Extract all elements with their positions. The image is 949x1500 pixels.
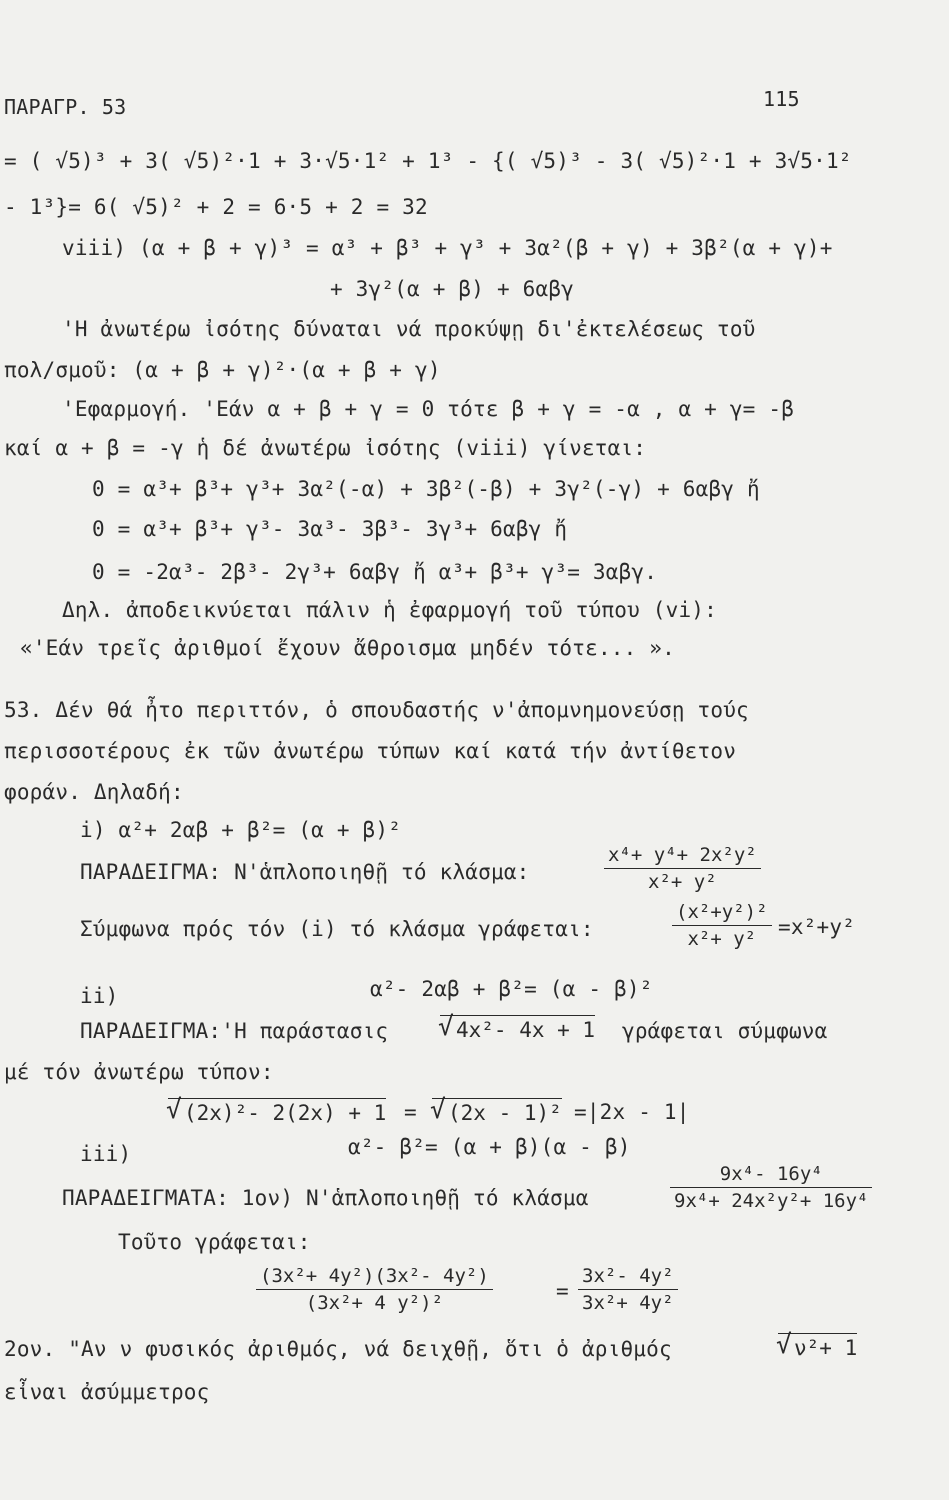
quote-line: «'Εάν τρεῖς ἀριθμοί ἔχουν ἄθροισμα μηδέν τότε... ». bbox=[20, 636, 675, 660]
fraction-numerator: 9x⁴- 16y⁴ bbox=[670, 1162, 872, 1188]
fraction-numerator: (x²+y²)² bbox=[672, 900, 772, 926]
fraction-example-2 bbox=[670, 1162, 872, 1213]
fraction-numerator: x⁴+ y⁴+ 2x²y² bbox=[604, 843, 761, 869]
equals-sign: = bbox=[404, 1100, 417, 1124]
example-label: ΠΑΡΑΔΕΙΓΜΑΤΑ: 1ον) Ν'ἁπλοποιηθῇ τό κλάσμα bbox=[62, 1186, 589, 1210]
text-line: περισσοτέρους ἐκ τῶν ἀνωτέρω τύπων καί κατά τήν ἀντίθετον bbox=[4, 739, 737, 763]
text-line: πολ/σμοῦ: (α + β + γ)²·(α + β + γ) bbox=[4, 358, 441, 382]
example-label: ΠΑΡΑΔΕΙΓΜΑ: Ν'ἁπλοποιηθῇ τό κλάσμα: bbox=[80, 860, 530, 884]
fraction-denominator: 9x⁴+ 24x²y²+ 16y⁴ bbox=[674, 1190, 869, 1212]
equation-line: + 3γ²(α + β) + 6αβγ bbox=[330, 277, 575, 301]
equation-line: 0 = α³+ β³+ γ³+ 3α²(-α) + 3β²(-β) + 3γ²(-γ) + 6αβγ ἤ bbox=[92, 477, 760, 501]
formula-i: i) α²+ 2αβ + β²= (α + β)² bbox=[80, 818, 402, 842]
section-start: 53. Δέν θά ἦτο περιττόν, ὁ σπουδαστής ν'ἀπομνημονεύσῃ τούς bbox=[4, 698, 749, 722]
radical-expression: √ (2x)²- 2(2x) + 1 bbox=[168, 1098, 386, 1127]
text-line: Τοῦτο γράφεται: bbox=[118, 1230, 311, 1254]
fraction-numerator: (3x²+ 4y²)(3x²- 4y²) bbox=[256, 1264, 493, 1290]
fraction-denominator: 3x²+ 4y² bbox=[582, 1292, 674, 1314]
example-2-text: 2ον. "Αν ν φυσικός ἀριθμός, νά δειχθῇ, ὅτι ὁ ἀριθμός bbox=[4, 1337, 672, 1361]
example-label: ΠΑΡΑΔΕΙΓΜΑ:'Η παράστασις bbox=[80, 1019, 389, 1043]
text-line: καί α + β = -γ ἡ δέ ἀνωτέρω ἰσότης (viii) γίνεται: bbox=[4, 436, 647, 460]
radical-expression: √ ν²+ 1 bbox=[778, 1333, 857, 1362]
formula-label: ii) bbox=[80, 984, 119, 1008]
equation-line: - 1³}= 6( √5)² + 2 = 6·5 + 2 = 32 bbox=[4, 195, 428, 219]
fraction-example-1 bbox=[604, 843, 761, 894]
text-line: Σύμφωνα πρός τόν (i) τό κλάσμα γράφεται: bbox=[80, 917, 594, 941]
page-number: 115 bbox=[763, 87, 800, 111]
radical-expression: √ (2x - 1)² bbox=[432, 1098, 562, 1127]
equals-sign: = bbox=[556, 1279, 569, 1303]
text-line: μέ τόν ἀνωτέρω τύπον: bbox=[4, 1060, 274, 1084]
radical-expression: √ 4x²- 4x + 1 bbox=[440, 1015, 595, 1044]
fraction-denominator: x²+ y² bbox=[648, 871, 717, 893]
fraction-work bbox=[256, 1264, 493, 1315]
formula-iii: α²- β²= (α + β)(α - β) bbox=[348, 1135, 631, 1159]
text-line: 'Η ἀνωτέρω ἰσότης δύναται νά προκύψῃ δι'ἐκτελέσεως τοῦ bbox=[62, 317, 756, 341]
equation-rhs: =x²+y² bbox=[778, 915, 856, 939]
equation-line: = ( √5)³ + 3( √5)²·1 + 3·√5·1² + 1³ - {( √5)³ - 3( √5)²·1 + 3√5·1² bbox=[4, 149, 852, 173]
text-line: εἶναι ἀσύμμετρος bbox=[4, 1380, 210, 1404]
text-line: γράφεται σύμφωνα bbox=[622, 1019, 828, 1043]
equation-line: 0 = α³+ β³+ γ³- 3α³- 3β³- 3γ³+ 6αβγ ἤ bbox=[92, 517, 568, 541]
formula-ii: α²- 2αβ + β²= (α - β)² bbox=[370, 977, 653, 1001]
fraction-denominator: x²+ y² bbox=[687, 928, 757, 950]
fraction-numerator: 3x²- 4y² bbox=[578, 1264, 678, 1290]
fraction-result-1 bbox=[672, 900, 772, 951]
text-line: Δηλ. ἀποδεικνύεται πάλιν ἡ ἐφαρμογή τοῦ τύπου (vi): bbox=[62, 598, 717, 622]
text-line: 'Εφαρμογή. 'Εάν α + β + γ = 0 τότε β + γ = -α , α + γ= -β bbox=[62, 397, 795, 421]
fraction-denominator: (3x²+ 4 y²)² bbox=[305, 1292, 444, 1314]
text-line: φοράν. Δηλαδή: bbox=[4, 780, 184, 804]
equation-rhs: =|2x - 1| bbox=[574, 1100, 690, 1124]
equation-line: viii) (α + β + γ)³ = α³ + β³ + γ³ + 3α²(β + γ) + 3β²(α + γ)+ bbox=[62, 236, 833, 260]
formula-label: iii) bbox=[80, 1142, 132, 1166]
equation-line: 0 = -2α³- 2β³- 2γ³+ 6αβγ ἤ α³+ β³+ γ³= 3αβγ. bbox=[92, 560, 658, 584]
fraction-simplified bbox=[578, 1264, 678, 1315]
running-header: ΠΑΡΑΓΡ. 53 bbox=[4, 95, 127, 119]
